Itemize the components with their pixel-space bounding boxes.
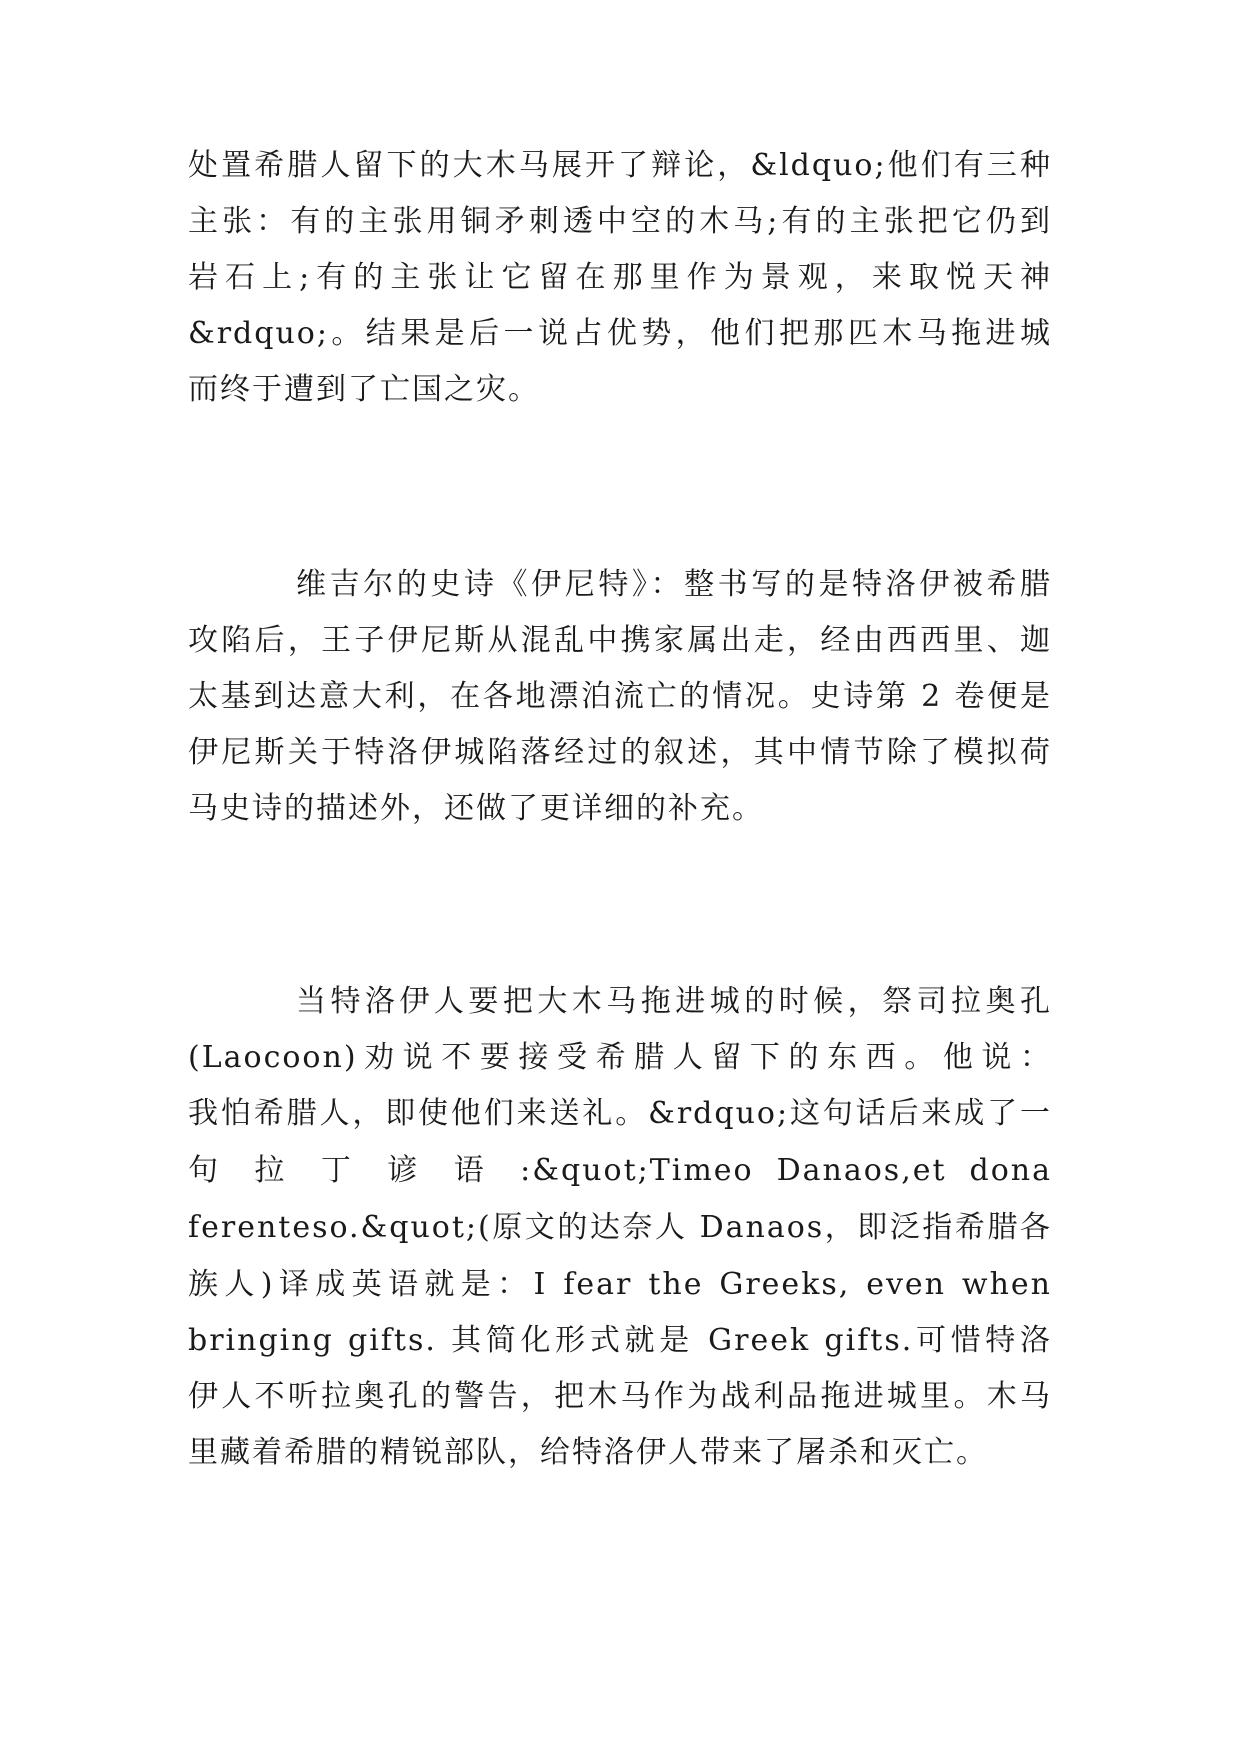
paragraph-2-line-4: 伊尼斯关于特洛伊城陷落经过的叙述，其中情节除了模拟荷	[188, 735, 1052, 770]
paragraph-3-line-6: 族人)译成英语就是：I fear the Greeks, even when	[188, 1267, 1052, 1302]
paragraph-1-line-4: &rdquo;。结果是后一说占优势，他们把那匹木马拖进城	[188, 316, 1052, 351]
paragraph-3-line-4: 句 拉 丁 谚 语 :&quot;Timeo Danaos,et dona	[188, 1153, 1052, 1188]
paragraph-2-line-5: 马史诗的描述外，还做了更详细的补充。	[188, 791, 764, 826]
paragraph-1-line-5: 而终于遭到了亡国之灾。	[188, 372, 540, 407]
paragraph-3-line-5: ferenteso.&quot;(原文的达奈人 Danaos，即泛指希腊各	[188, 1210, 1052, 1245]
paragraph-1-line-2: 主张：有的主张用铜矛刺透中空的木马;有的主张把它仍到	[188, 204, 1052, 239]
paragraph-2-line-2: 攻陷后，王子伊尼斯从混乱中携家属出走，经由西西里、迦	[188, 623, 1052, 658]
paragraph-3-line-8: 伊人不听拉奥孔的警告，把木马作为战利品拖进城里。木马	[188, 1379, 1052, 1414]
paragraph-3-line-1: 当特洛伊人要把大木马拖进城的时候，祭司拉奥孔	[296, 984, 1052, 1019]
paragraph-3-line-7: bringing gifts. 其简化形式就是 Greek gifts.可惜特洛	[188, 1323, 1052, 1358]
paragraph-3-line-9: 里藏着希腊的精锐部队，给特洛伊人带来了屠杀和灭亡。	[188, 1435, 988, 1470]
paragraph-3-line-3: 我怕希腊人，即使他们来送礼。&rdquo;这句话后来成了一	[188, 1096, 1052, 1131]
paragraph-1-line-1: 处置希腊人留下的大木马展开了辩论，&ldquo;他们有三种	[188, 148, 1052, 183]
paragraph-2-line-1: 维吉尔的史诗《伊尼特》：整书写的是特洛伊被希腊	[296, 567, 1052, 602]
paragraph-1-line-3: 岩石上;有的主张让它留在那里作为景观，来取悦天神	[188, 260, 1052, 295]
paragraph-2-line-3: 太基到达意大利，在各地漂泊流亡的情况。史诗第 2 卷便是	[188, 679, 1052, 714]
paragraph-3-line-2: (Laocoon)劝说不要接受希腊人留下的东西。他说：	[188, 1040, 1052, 1075]
